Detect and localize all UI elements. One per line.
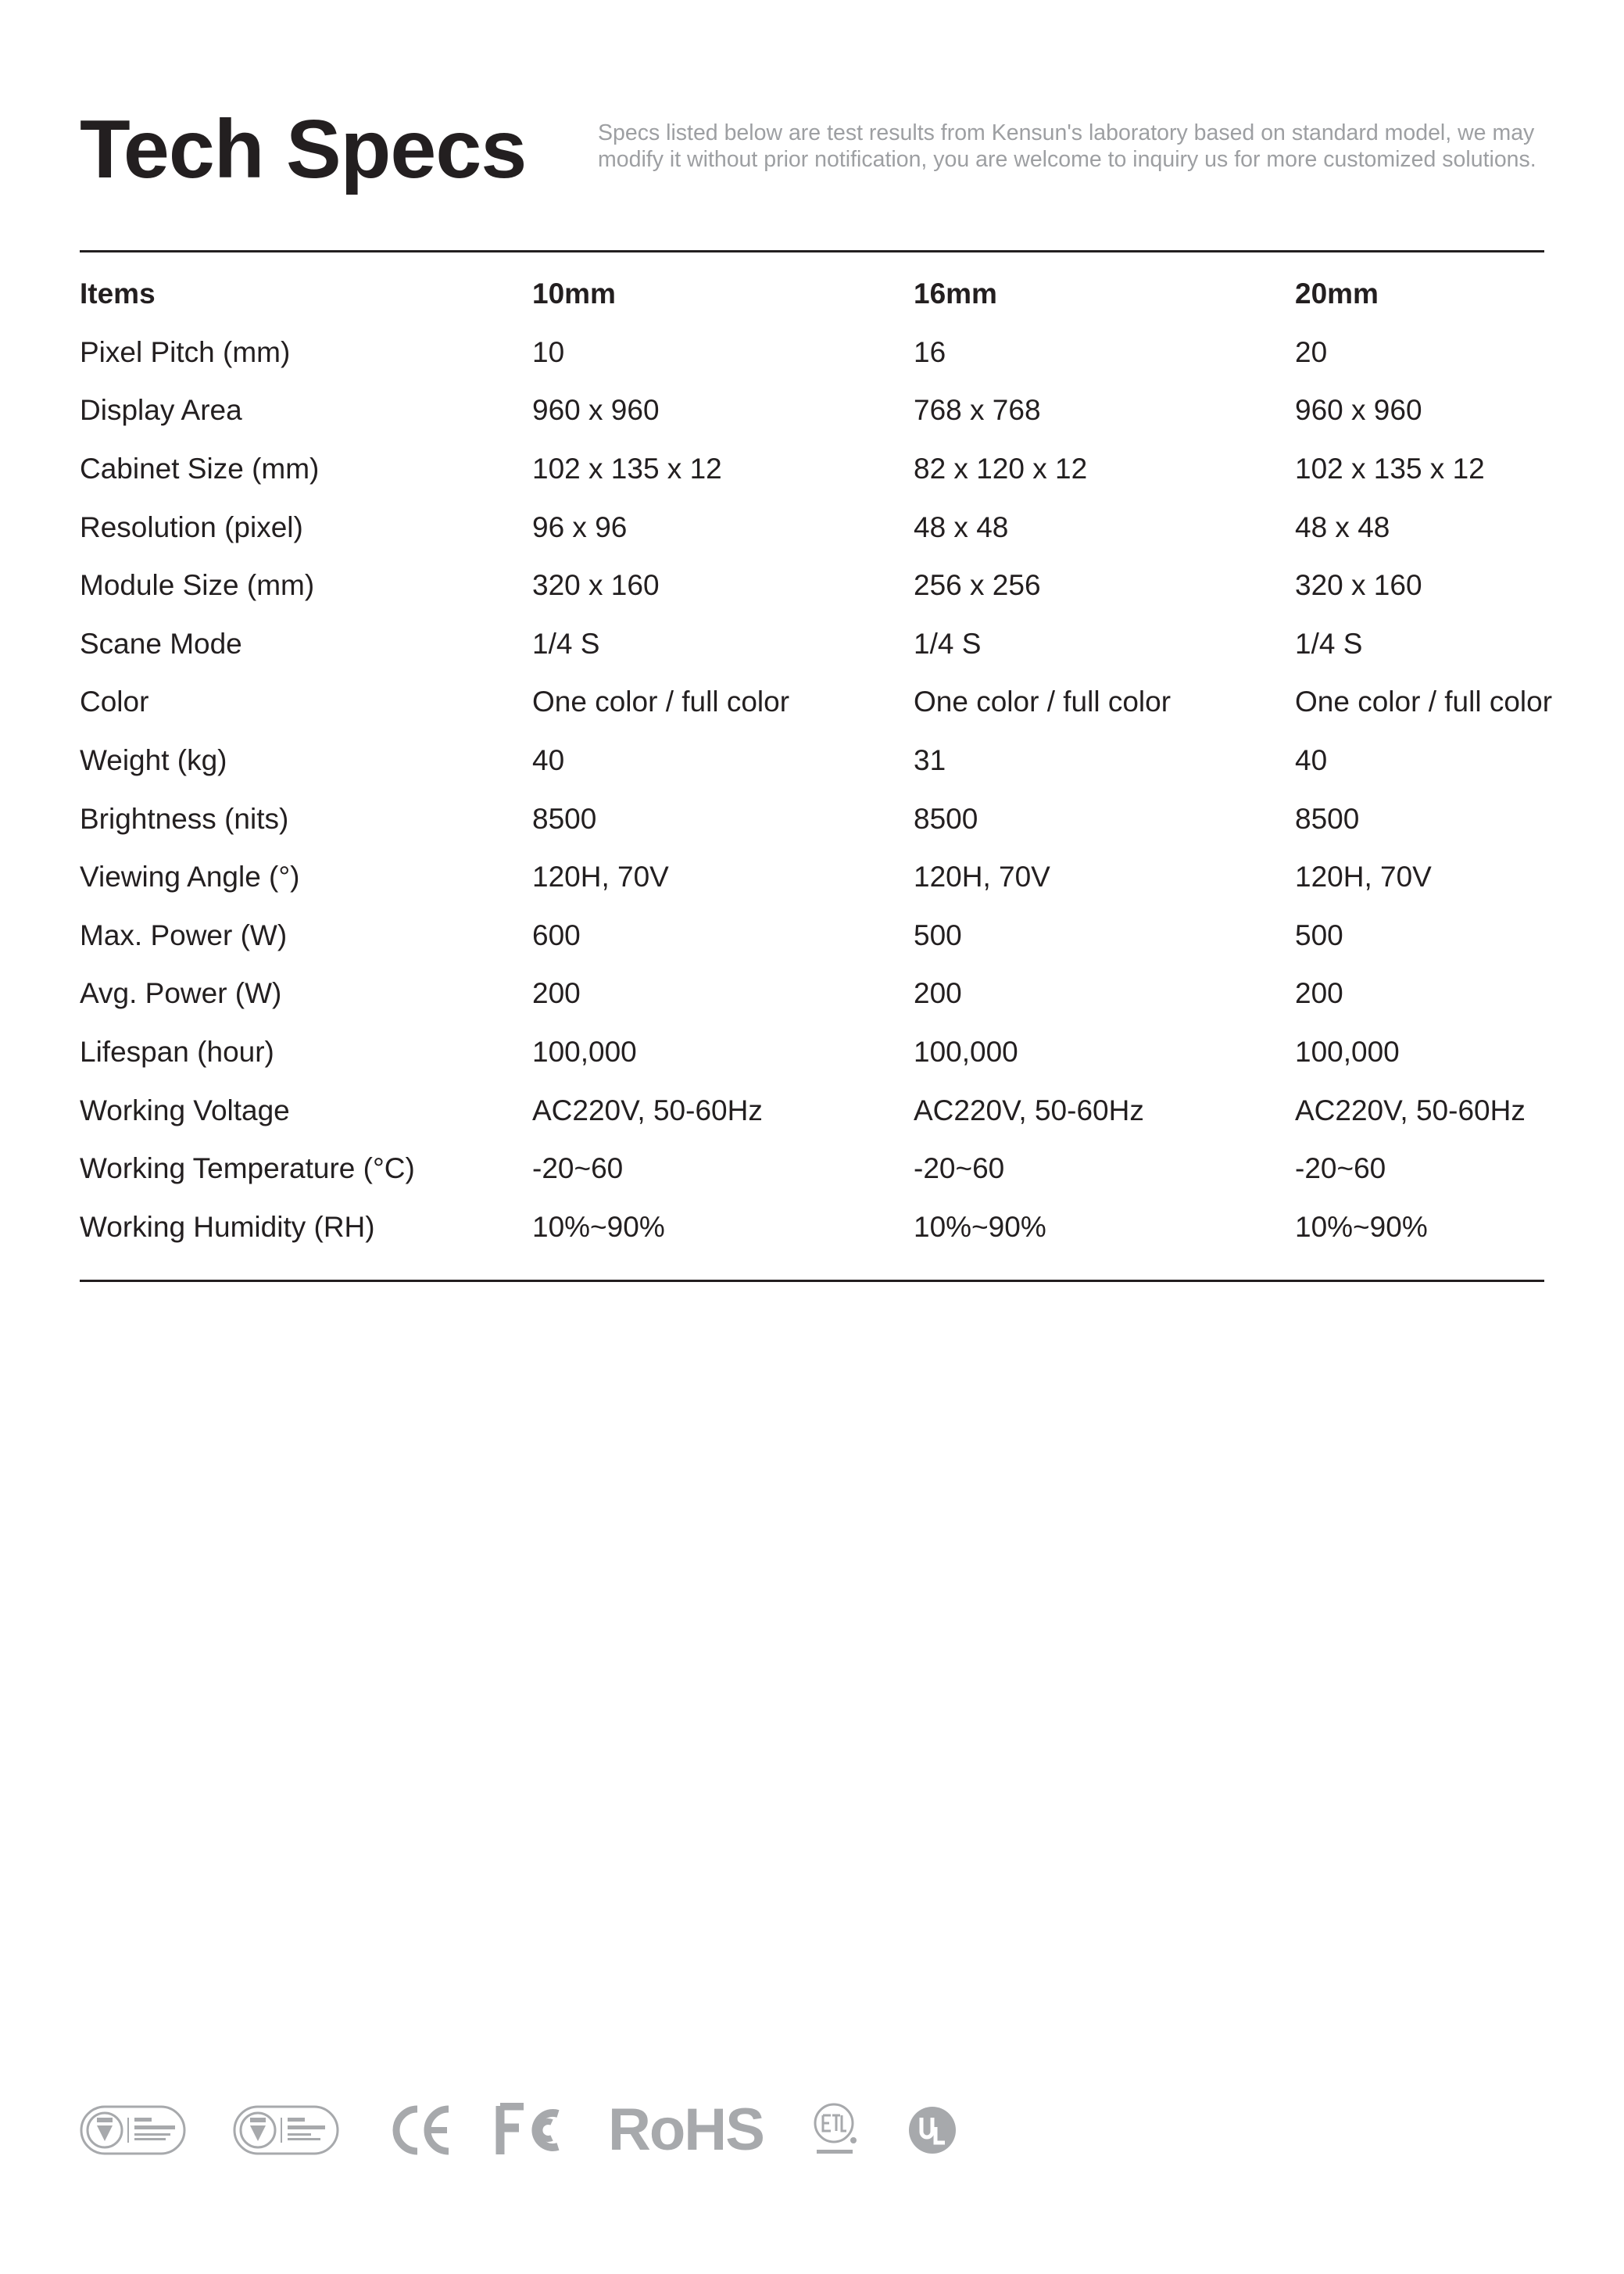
table-row — [80, 557, 1544, 615]
cell-20mm: 1/4 S — [1295, 627, 1363, 660]
cell-10mm: 960 x 960 — [532, 394, 660, 427]
table-row — [80, 1023, 1544, 1082]
cell-10mm: 320 x 160 — [532, 569, 660, 602]
cell-20mm: 200 — [1295, 977, 1343, 1010]
cell-10mm: 40 — [532, 744, 565, 777]
table-row — [80, 673, 1544, 732]
cell-20mm: 20 — [1295, 335, 1328, 368]
column-header-10mm: 10mm — [532, 278, 616, 310]
row-label: Working Humidity (RH) — [80, 1210, 375, 1243]
cell-20mm: One color / full color — [1295, 686, 1553, 718]
row-label: Avg. Power (W) — [80, 977, 282, 1010]
table-row — [80, 381, 1544, 440]
cell-16mm: 120H, 70V — [914, 861, 1050, 893]
table-row — [80, 965, 1544, 1023]
row-label: Lifespan (hour) — [80, 1036, 274, 1069]
row-label: Color — [80, 686, 149, 718]
table-row — [80, 790, 1544, 848]
cell-16mm: 31 — [914, 744, 946, 777]
cell-20mm: 10%~90% — [1295, 1210, 1428, 1243]
cell-20mm: 100,000 — [1295, 1036, 1400, 1069]
cell-20mm: 960 x 960 — [1295, 394, 1422, 427]
table-header-row — [80, 265, 1544, 324]
cell-16mm: 768 x 768 — [914, 394, 1041, 427]
cell-20mm: 48 x 48 — [1295, 510, 1390, 543]
intro-text: Specs listed below are test results from Kensun's laboratory based on standard model, we may modify it without prior notification, you are welcome to inquiry us for more customized solutions. — [598, 120, 1536, 172]
row-label: Scane Mode — [80, 627, 242, 660]
fcc-mark-icon — [495, 2103, 563, 2158]
cell-10mm: 100,000 — [532, 1036, 637, 1069]
cell-16mm: 16 — [914, 335, 946, 368]
row-label: Cabinet Size (mm) — [80, 453, 320, 485]
row-label: Brightness (nits) — [80, 802, 289, 835]
cell-20mm: 102 x 135 x 12 — [1295, 453, 1485, 485]
cell-20mm: 40 — [1295, 744, 1328, 777]
cell-16mm: 256 x 256 — [914, 569, 1041, 602]
cell-10mm: 96 x 96 — [532, 510, 628, 543]
cell-10mm: 600 — [532, 919, 581, 951]
table-row — [80, 1140, 1544, 1198]
certification-logos — [80, 2095, 957, 2165]
cell-16mm: AC220V, 50-60Hz — [914, 1094, 1144, 1126]
table-row — [80, 1198, 1544, 1257]
table-row — [80, 848, 1544, 907]
row-label: Pixel Pitch (mm) — [80, 335, 291, 368]
column-header-16mm: 16mm — [914, 278, 997, 310]
bsi-iso14001-icon — [80, 2105, 186, 2155]
etl-intertek-icon — [812, 2101, 859, 2159]
table-row — [80, 498, 1544, 557]
cell-16mm: -20~60 — [914, 1152, 1005, 1185]
table-top-rule — [80, 250, 1544, 252]
cell-10mm: 1/4 S — [532, 627, 600, 660]
cell-16mm: One color / full color — [914, 686, 1171, 718]
row-label: Display Area — [80, 394, 242, 427]
cell-16mm: 48 x 48 — [914, 510, 1009, 543]
cell-20mm: 320 x 160 — [1295, 569, 1422, 602]
cell-10mm: -20~60 — [532, 1152, 624, 1185]
cell-16mm: 82 x 120 x 12 — [914, 453, 1088, 485]
table-row — [80, 615, 1544, 674]
cell-16mm: 200 — [914, 977, 962, 1010]
row-label: Max. Power (W) — [80, 919, 288, 951]
cell-16mm: 1/4 S — [914, 627, 982, 660]
cell-20mm: 500 — [1295, 919, 1343, 951]
table-row — [80, 1081, 1544, 1140]
cell-10mm: 102 x 135 x 12 — [532, 453, 722, 485]
ul-mark-icon — [907, 2105, 957, 2155]
rohs-mark-icon: RoHS — [608, 2097, 764, 2163]
cell-16mm: 500 — [914, 919, 962, 951]
cell-20mm: -20~60 — [1295, 1152, 1386, 1185]
row-label: Module Size (mm) — [80, 569, 315, 602]
cell-20mm: 8500 — [1295, 802, 1360, 835]
cell-10mm: One color / full color — [532, 686, 790, 718]
row-label: Resolution (pixel) — [80, 510, 303, 543]
column-header-20mm: 20mm — [1295, 278, 1379, 310]
cell-16mm: 8500 — [914, 802, 978, 835]
specs-table — [80, 265, 1553, 1256]
cell-20mm: AC220V, 50-60Hz — [1295, 1094, 1526, 1126]
row-label: Working Temperature (°C) — [80, 1152, 415, 1185]
column-header-items: Items — [80, 278, 156, 310]
row-label: Viewing Angle (°) — [80, 861, 300, 893]
cell-10mm: 8500 — [532, 802, 597, 835]
table-row — [80, 907, 1544, 965]
cell-16mm: 100,000 — [914, 1036, 1018, 1069]
row-label: Weight (kg) — [80, 744, 227, 777]
cell-10mm: 120H, 70V — [532, 861, 669, 893]
table-row — [80, 732, 1544, 790]
table-bottom-rule — [80, 1280, 1544, 1282]
cell-20mm: 120H, 70V — [1295, 861, 1432, 893]
cell-10mm: AC220V, 50-60Hz — [532, 1094, 763, 1126]
bsi-iso9001-icon — [233, 2105, 339, 2155]
page-title: Tech Specs — [80, 103, 527, 195]
cell-10mm: 10%~90% — [532, 1210, 665, 1243]
cell-10mm: 10 — [532, 335, 565, 368]
table-row — [80, 440, 1544, 499]
cell-16mm: 10%~90% — [914, 1210, 1046, 1243]
table-row — [80, 324, 1544, 382]
row-label: Working Voltage — [80, 1094, 290, 1126]
cell-10mm: 200 — [532, 977, 581, 1010]
ce-mark-icon — [389, 2103, 452, 2158]
